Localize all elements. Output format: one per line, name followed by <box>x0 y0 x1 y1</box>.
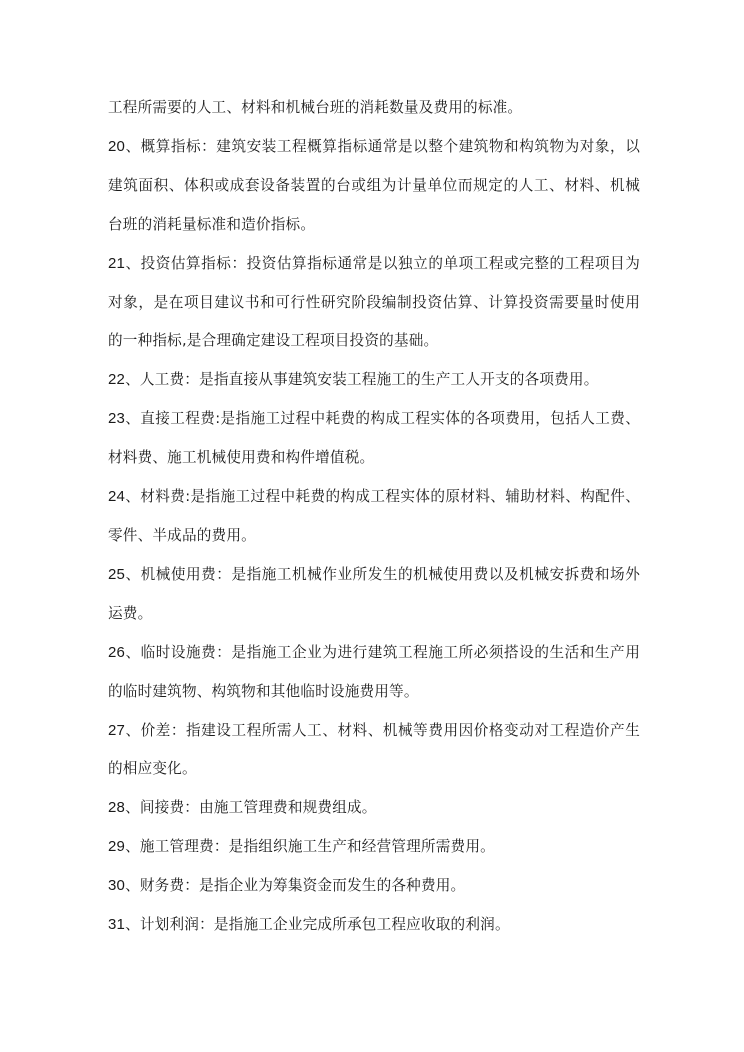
item-number: 22 <box>108 371 126 389</box>
definition-29-construction-management-cost <box>108 828 640 867</box>
paragraph-text: 工程所需要的人工、材料和机械台班的消耗数量及费用的标准。 <box>108 99 523 116</box>
paragraph-text: 、人工费：是指直接从事建筑安装工程施工的生产工人开支的各项费用。 <box>125 371 599 389</box>
definition-25-machinery-cost <box>108 556 640 634</box>
definition-21-investment-estimate-index <box>108 245 640 362</box>
paragraph-text: 、机械使用费：是指施工机械作业所发生的机械使用费以及机械安拆费和场外运费。 <box>108 565 640 622</box>
document-page <box>108 89 640 945</box>
paragraph-continuation <box>108 89 640 128</box>
paragraph-text: 、临时设施费：是指施工企业为进行建筑工程施工所必须搭设的生活和生产用的临时建筑物、构筑物和其他临时设施费用等。 <box>108 643 640 700</box>
paragraph-text: 、价差：指建设工程所需人工、材料、机械等费用因价格变动对工程造价产生的相应变化。 <box>108 721 640 778</box>
definition-26-temporary-facility-cost <box>108 634 640 712</box>
paragraph-text: 、施工管理费：是指组织施工生产和经营管理所需费用。 <box>125 838 495 856</box>
item-number: 30 <box>108 877 126 895</box>
paragraph-text: 、直接工程费:是指施工过程中耗费的构成工程实体的各项费用，包括人工费、材料费、施工机械使用费和构件增值税。 <box>108 410 640 467</box>
item-number: 24 <box>108 488 126 506</box>
item-number: 26 <box>108 643 126 661</box>
item-number: 29 <box>108 838 126 856</box>
definition-23-direct-engineering-cost <box>108 400 640 478</box>
item-number: 28 <box>108 799 126 817</box>
paragraph-text: 、财务费：是指企业为筹集资金而发生的各种费用。 <box>125 877 466 895</box>
definition-27-price-difference <box>108 712 640 790</box>
paragraph-text: 、计划利润：是指施工企业完成所承包工程应收取的利润。 <box>125 916 510 934</box>
item-number: 25 <box>108 565 126 583</box>
definition-20-overview-index <box>108 128 640 245</box>
definition-24-material-cost <box>108 478 640 556</box>
item-number: 31 <box>108 916 126 934</box>
paragraph-text: 、概算指标：建筑安装工程概算指标通常是以整个建筑物和构筑物为对象，以建筑面积、体积或成套设备装置的台或组为计量单位而规定的人工、材料、机械台班的消耗量标准和造价指标。 <box>108 137 640 233</box>
definition-31-planned-profit <box>108 906 640 945</box>
item-number: 23 <box>108 410 126 428</box>
item-number: 20 <box>108 137 126 155</box>
paragraph-text: 、投资估算指标：投资估算指标通常是以独立的单项工程或完整的工程项目为对象，是在项目建议书和可行性研究阶段编制投资估算、计算投资需要量时使用的一种指标,是合理确定建设工程项目投资的基础。 <box>108 254 640 350</box>
definition-22-labor-cost <box>108 361 640 400</box>
item-number: 27 <box>108 721 126 739</box>
definition-28-indirect-cost <box>108 789 640 828</box>
definition-30-financial-cost <box>108 867 640 906</box>
item-number: 21 <box>108 254 126 272</box>
paragraph-text: 、间接费：由施工管理费和规费组成。 <box>125 799 377 817</box>
paragraph-text: 、材料费:是指施工过程中耗费的构成工程实体的原材料、辅助材料、构配件、零件、半成品的费用。 <box>108 488 640 544</box>
